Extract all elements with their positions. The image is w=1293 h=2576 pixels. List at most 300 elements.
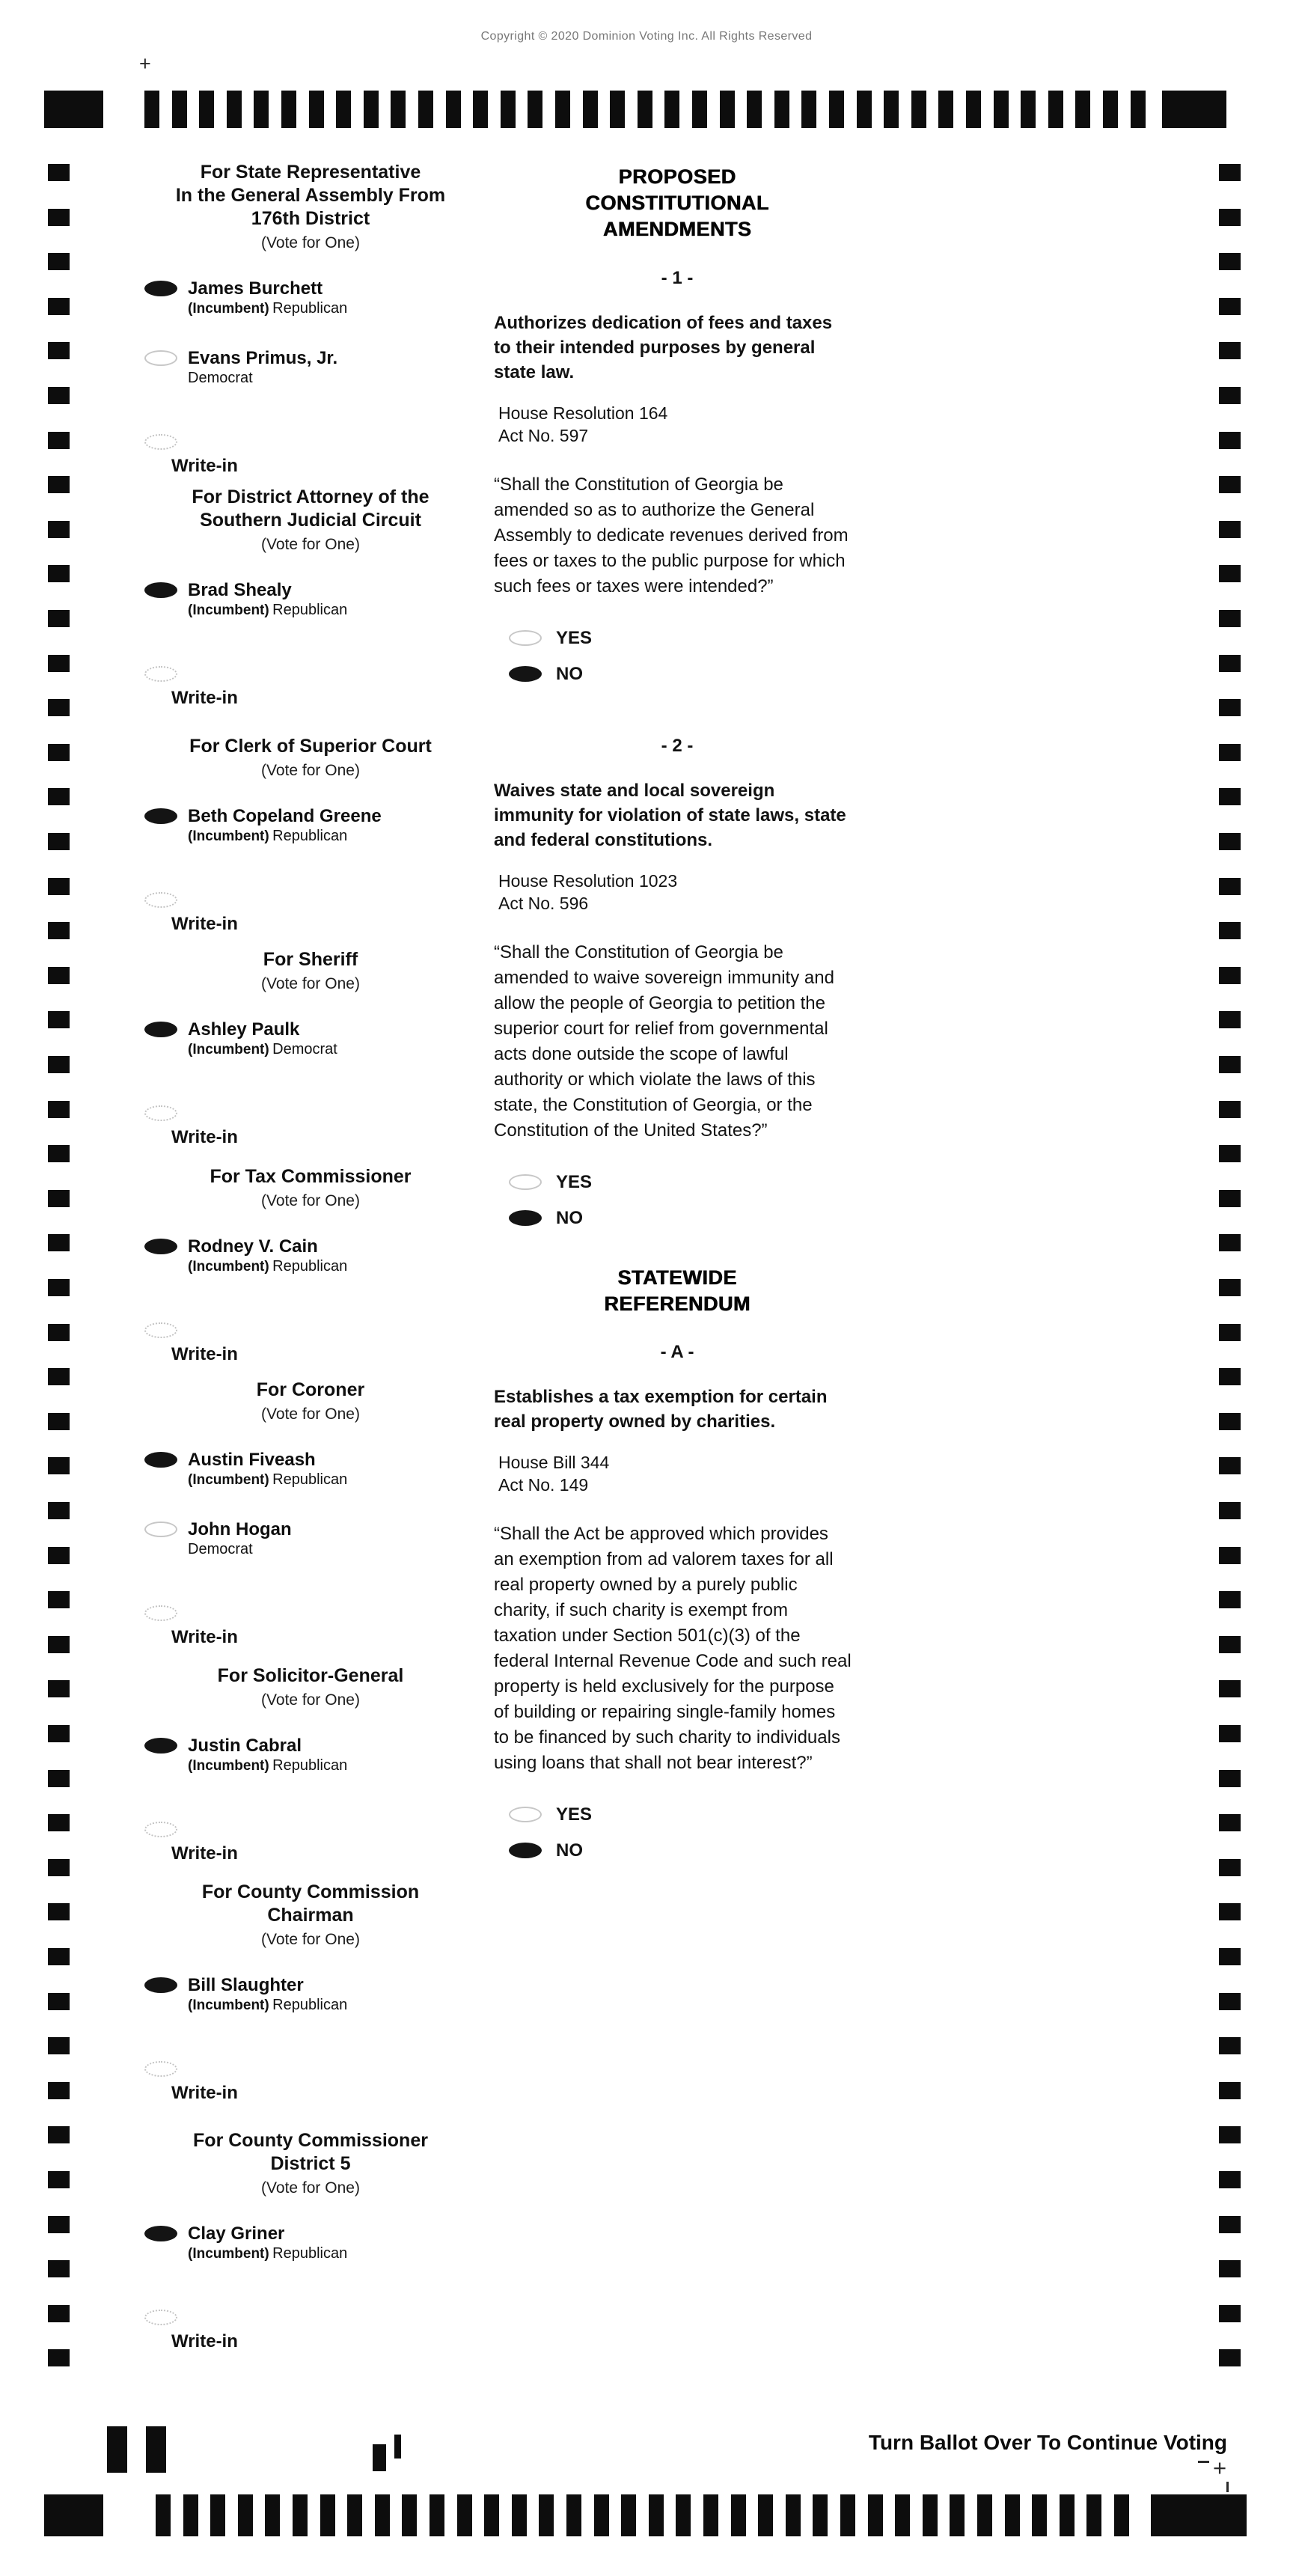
candidate-bubble[interactable] [144, 1022, 177, 1037]
timing-mark [1219, 1680, 1241, 1697]
incumbent-label: (Incumbent) [188, 1042, 269, 1057]
candidate-row [142, 278, 479, 318]
candidate-mark-row [142, 806, 479, 826]
option-label: YES [556, 1171, 593, 1192]
option-row [509, 1172, 861, 1192]
timing-mark [457, 2494, 472, 2536]
candidate-bubble[interactable] [144, 1522, 177, 1537]
timing-mark [48, 788, 70, 805]
timing-mark [1219, 1324, 1241, 1341]
ballot-measure [494, 733, 861, 1244]
timing-mark [1219, 1190, 1241, 1207]
measure-question: “Shall the Constitution of Georgia be amended to waive sovereign immunity and allow the people of Georgia to petition the superior court for relief from governmental acts done outside the scope of lawful authority or which violate the laws of this state, the Constitution of Georgia, or the Constitution of the United States?” [494, 942, 834, 1141]
timing-mark [48, 2305, 70, 2322]
timing-mark [48, 744, 70, 761]
candidate-name: Justin Cabral [188, 1736, 302, 1756]
timing-mark [44, 2494, 103, 2536]
timing-mark [1219, 744, 1241, 761]
contest [142, 1165, 479, 1364]
timing-mark [48, 1145, 70, 1162]
timing-mark [994, 91, 1009, 128]
timing-mark [1086, 2494, 1101, 2536]
write-in-bubble[interactable] [144, 2310, 177, 2325]
vote-for-instruction: (Vote for One) [261, 762, 360, 779]
candidate-row [142, 1019, 479, 1059]
contest [142, 161, 479, 476]
timing-mark [1162, 91, 1226, 128]
party-label: Democrat [272, 1041, 337, 1057]
vote-for-instruction: (Vote for One) [261, 1192, 360, 1209]
timing-mark [1151, 2494, 1247, 2536]
timing-mark [1219, 342, 1241, 359]
candidate-row [142, 348, 479, 388]
timing-mark [1219, 1993, 1241, 2010]
candidate-bubble[interactable] [144, 281, 177, 296]
candidate-mark-row [142, 1236, 479, 1257]
timing-mark [48, 432, 70, 449]
timing-mark [48, 164, 70, 181]
measure-question: “Shall the Act be approved which provides an exemption from ad valorem taxes for all real property owned by a purely public charity, if such charity is exempt from taxation under Section 501(c)(3) of the federal Internal Revenue Code and such real property is held exclusively for the purpose of building or repairing single-family homes to be financed by such charity to individuals using loans that shall not bear interest?” [494, 1524, 852, 1773]
candidate-detail [142, 1041, 479, 1059]
timing-mark [210, 2494, 225, 2536]
write-in-label: Write-in [171, 1127, 238, 1147]
candidate-bubble[interactable] [144, 1738, 177, 1754]
contest-title: For County Commission Chairman [201, 1881, 420, 1926]
timing-mark [1219, 2037, 1241, 2054]
candidate-mark-row [142, 1519, 479, 1539]
timing-mark [1219, 432, 1241, 449]
party-label: Democrat [188, 370, 253, 386]
contest-title: For Clerk of Superior Court [189, 736, 432, 757]
option-label: YES [556, 1804, 593, 1825]
timing-mark [829, 91, 844, 128]
vote-for-instruction: (Vote for One) [261, 1931, 360, 1948]
timing-mark [583, 91, 598, 128]
timing-mark [1219, 1948, 1241, 1965]
timing-mark [48, 298, 70, 315]
candidate-detail [142, 1541, 479, 1559]
write-in-row [142, 2061, 479, 2103]
timing-mark [703, 2494, 718, 2536]
timing-mark [801, 91, 816, 128]
timing-mark [48, 1547, 70, 1564]
candidate-detail [142, 602, 479, 620]
timing-mark [484, 2494, 499, 2536]
candidate-list [142, 1019, 479, 1059]
write-in-row [142, 1322, 479, 1364]
timing-mark [1219, 833, 1241, 850]
contest-title: For Sheriff [263, 949, 358, 970]
write-in-label: Write-in [171, 1843, 238, 1864]
timing-mark [1219, 922, 1241, 939]
timing-mark [199, 91, 214, 128]
candidate-detail [142, 300, 479, 318]
timing-mark [566, 2494, 581, 2536]
measure-options [494, 1172, 861, 1228]
timing-mark [1219, 1368, 1241, 1385]
write-in-bubble[interactable] [144, 1322, 177, 1338]
timing-mark [1219, 1457, 1241, 1474]
timing-mark [1219, 1101, 1241, 1118]
timing-mark [1219, 655, 1241, 672]
timing-mark [1005, 2494, 1020, 2536]
option-label: NO [556, 663, 583, 684]
calibration-mark [394, 2435, 401, 2459]
party-label: Republican [272, 1997, 348, 2013]
ballot-measure [494, 266, 861, 700]
party-label: Republican [272, 828, 348, 844]
measure-summary: Establishes a tax exemption for certain real property owned by charities. [494, 1387, 828, 1432]
incumbent-label: (Incumbent) [188, 828, 269, 844]
measure-summary: Waives state and local sovereign immunity for violation of state laws, state and federal constitutions. [494, 781, 846, 850]
timing-mark [48, 342, 70, 359]
measure-references: House Bill 344 Act No. 149 [498, 1453, 610, 1495]
timing-mark [48, 610, 70, 627]
vote-for-instruction: (Vote for One) [261, 1691, 360, 1709]
timing-mark [676, 2494, 691, 2536]
party-label: Democrat [188, 1541, 253, 1557]
write-in-row [142, 666, 479, 708]
timing-mark [1219, 2305, 1241, 2322]
option-bubble[interactable] [509, 666, 542, 682]
candidate-detail [142, 1997, 479, 2015]
candidate-name: Evans Primus, Jr. [188, 348, 338, 368]
timing-mark [1219, 1903, 1241, 1920]
ballot-measure [494, 1340, 861, 1876]
timing-mark [48, 1234, 70, 1251]
write-in-label: Write-in [171, 1627, 238, 1647]
timing-mark [1219, 878, 1241, 895]
timing-mark [1219, 1859, 1241, 1876]
timing-mark [1219, 1814, 1241, 1831]
candidate-mark-row [142, 580, 479, 600]
timing-mark [183, 2494, 198, 2536]
vote-for-instruction: (Vote for One) [261, 975, 360, 992]
timing-mark [1219, 298, 1241, 315]
candidate-list [142, 580, 479, 620]
measure-number: - 2 - [661, 736, 694, 756]
timing-mark [48, 1502, 70, 1519]
timing-mark [731, 2494, 746, 2536]
timing-mark [1219, 610, 1241, 627]
timing-mark [375, 2494, 390, 2536]
timing-mark [1114, 2494, 1129, 2536]
candidate-row [142, 1736, 479, 1775]
candidate-name: James Burchett [188, 278, 323, 299]
timing-mark [966, 91, 981, 128]
vote-for-instruction: (Vote for One) [261, 2179, 360, 2197]
candidate-list [142, 1450, 479, 1559]
measure-number: - 1 - [661, 268, 694, 288]
timing-mark [1060, 2494, 1075, 2536]
timing-mark [48, 253, 70, 270]
timing-mark [1048, 91, 1063, 128]
timing-mark [1021, 91, 1036, 128]
candidate-mark-row [142, 2224, 479, 2244]
contest [142, 1881, 479, 2103]
timing-mark [977, 2494, 992, 2536]
timing-mark [1219, 476, 1241, 493]
candidate-list [142, 1736, 479, 1775]
write-in-bubble[interactable] [144, 892, 177, 908]
write-in-label: Write-in [171, 2083, 238, 2103]
timing-mark [594, 2494, 609, 2536]
timing-mark [774, 91, 789, 128]
incumbent-label: (Incumbent) [188, 1259, 269, 1275]
timing-mark [649, 2494, 664, 2536]
timing-mark [610, 91, 625, 128]
timing-mark [48, 2126, 70, 2143]
timing-mark [156, 2494, 171, 2536]
timing-mark [48, 1056, 70, 1073]
option-bubble[interactable] [509, 1174, 542, 1190]
candidate-bubble[interactable] [144, 1977, 177, 1993]
timing-mark [48, 565, 70, 582]
timing-mark [528, 91, 542, 128]
candidate-bubble[interactable] [144, 2226, 177, 2241]
timing-mark [1219, 788, 1241, 805]
write-in-bubble[interactable] [144, 1105, 177, 1121]
timing-mark [320, 2494, 335, 2536]
option-row [509, 1840, 861, 1861]
write-in-bubble[interactable] [144, 2061, 177, 2077]
timing-mark [336, 91, 351, 128]
timing-mark [364, 91, 379, 128]
contest-title: For County Commissioner District 5 [193, 2130, 428, 2174]
option-bubble[interactable] [509, 1843, 542, 1858]
timing-mark [48, 209, 70, 226]
write-in-row [142, 2310, 479, 2351]
timing-mark [638, 91, 652, 128]
timing-mark [48, 1680, 70, 1697]
timing-mark [347, 2494, 362, 2536]
candidate-mark-row [142, 1019, 479, 1040]
timing-column-right [1219, 0, 1241, 2576]
candidate-row [142, 1236, 479, 1276]
candidate-bubble[interactable] [144, 582, 177, 598]
timing-mark [539, 2494, 554, 2536]
candidate-row [142, 1450, 479, 1489]
write-in-label: Write-in [171, 456, 238, 476]
timing-mark [48, 1859, 70, 1876]
timing-mark [1219, 1591, 1241, 1608]
write-in-bubble[interactable] [144, 1822, 177, 1837]
option-label: YES [556, 627, 593, 648]
write-in-row [142, 1822, 479, 1864]
timing-mark [692, 91, 707, 128]
incumbent-label: (Incumbent) [188, 602, 269, 618]
timing-mark [1075, 91, 1090, 128]
option-row [509, 664, 861, 684]
option-label: NO [556, 1840, 583, 1861]
timing-mark [938, 91, 953, 128]
registration-dash-icon [1226, 2482, 1229, 2492]
candidate-detail [142, 828, 479, 846]
timing-mark [48, 1636, 70, 1653]
timing-mark [758, 2494, 773, 2536]
timing-mark [1219, 164, 1241, 181]
candidate-row [142, 1975, 479, 2015]
timing-mark [48, 1324, 70, 1341]
option-bubble[interactable] [509, 1807, 542, 1822]
candidate-mark-row [142, 348, 479, 368]
timing-mark [1219, 1279, 1241, 1296]
registration-dash-icon [1198, 2461, 1209, 2463]
timing-mark [430, 2494, 444, 2536]
timing-mark [48, 922, 70, 939]
contest-title: For Tax Commissioner [210, 1166, 412, 1187]
measure-options [494, 1804, 861, 1861]
candidate-bubble[interactable] [144, 350, 177, 366]
timing-mark [1219, 2082, 1241, 2099]
candidate-bubble[interactable] [144, 1452, 177, 1468]
candidate-bubble[interactable] [144, 808, 177, 824]
timing-mark [48, 1279, 70, 1296]
timing-mark [1219, 521, 1241, 538]
timing-mark [265, 2494, 280, 2536]
timing-mark [720, 91, 735, 128]
candidate-name: Austin Fiveash [188, 1450, 316, 1470]
incumbent-label: (Incumbent) [188, 301, 269, 317]
candidate-detail [142, 1471, 479, 1489]
candidate-row [142, 2224, 479, 2263]
timing-mark [923, 2494, 938, 2536]
write-in-label: Write-in [171, 914, 238, 934]
timing-mark [446, 91, 461, 128]
timing-mark [664, 91, 679, 128]
contest [142, 948, 479, 1147]
contest-title: For Coroner [256, 1379, 365, 1400]
timing-mark [1219, 2126, 1241, 2143]
incumbent-label: (Incumbent) [188, 1472, 269, 1488]
candidate-row [142, 806, 479, 846]
timing-mark [1219, 2349, 1241, 2366]
party-label: Republican [272, 2245, 348, 2262]
timing-mark [48, 1101, 70, 1118]
measure-question: “Shall the Constitution of Georgia be amended so as to authorize the General Assembly to dedicate revenues derived from fees or taxes to the public purpose for which such fees or taxes were intended?” [494, 474, 849, 596]
timing-mark [172, 91, 187, 128]
contest [142, 2129, 479, 2351]
candidate-list [142, 2224, 479, 2263]
candidate-name: Brad Shealy [188, 580, 292, 600]
timing-mark [48, 1725, 70, 1742]
option-bubble[interactable] [509, 630, 542, 646]
timing-mark [1219, 2260, 1241, 2277]
section-header: PROPOSED CONSTITUTIONAL AMENDMENTS [585, 165, 769, 240]
write-in-row [142, 1105, 479, 1147]
candidate-name: Bill Slaughter [188, 1975, 304, 1995]
registration-plus-icon: + [1213, 2455, 1227, 2481]
timing-mark [254, 91, 269, 128]
timing-mark [621, 2494, 636, 2536]
candidate-detail [142, 370, 479, 388]
candidate-list [142, 806, 479, 846]
write-in-bubble[interactable] [144, 434, 177, 450]
timing-mark [48, 387, 70, 404]
write-in-label: Write-in [171, 1344, 238, 1364]
timing-mark [512, 2494, 527, 2536]
timing-mark [402, 2494, 417, 2536]
timing-mark [48, 1814, 70, 1831]
timing-mark [1032, 2494, 1047, 2536]
party-label: Republican [272, 602, 348, 618]
timing-band-top [0, 91, 1293, 128]
candidate-bubble[interactable] [144, 1239, 177, 1254]
timing-mark [1219, 1770, 1241, 1787]
option-bubble[interactable] [509, 1210, 542, 1226]
timing-mark [391, 91, 406, 128]
contest [142, 486, 479, 708]
write-in-label: Write-in [171, 2331, 238, 2351]
timing-mark [48, 476, 70, 493]
incumbent-label: (Incumbent) [188, 2246, 269, 2262]
timing-mark [1219, 1636, 1241, 1653]
timing-mark [48, 1413, 70, 1430]
timing-mark [1219, 1413, 1241, 1430]
section-header: STATEWIDE REFERENDUM [604, 1266, 751, 1315]
timing-mark [48, 2171, 70, 2188]
option-row [509, 1804, 861, 1825]
timing-mark [1219, 1234, 1241, 1251]
party-label: Republican [272, 300, 348, 317]
party-label: Republican [272, 1757, 348, 1774]
timing-mark [868, 2494, 883, 2536]
timing-mark [293, 2494, 308, 2536]
candidate-name: Ashley Paulk [188, 1019, 300, 1040]
timing-mark [48, 2037, 70, 2054]
candidate-detail [142, 2245, 479, 2263]
candidate-list [142, 1236, 479, 1276]
turn-ballot-note: Turn Ballot Over To Continue Voting [868, 2431, 1227, 2454]
candidate-name: Clay Griner [188, 2224, 285, 2244]
write-in-bubble[interactable] [144, 1605, 177, 1621]
timing-mark [1131, 91, 1146, 128]
contest [142, 1664, 479, 1864]
candidate-list [142, 1975, 479, 2015]
timing-mark [48, 655, 70, 672]
contest [142, 735, 479, 934]
timing-mark [48, 2260, 70, 2277]
timing-mark [501, 91, 516, 128]
timing-mark [1219, 2216, 1241, 2233]
candidate-mark-row [142, 1736, 479, 1756]
timing-mark [1103, 91, 1118, 128]
timing-mark [813, 2494, 828, 2536]
timing-mark [144, 91, 159, 128]
contest-title: For District Attorney of the Southern Judicial Circuit [192, 486, 430, 531]
timing-mark [884, 91, 899, 128]
incumbent-label: (Incumbent) [188, 1997, 269, 2013]
timing-mark [48, 1591, 70, 1608]
timing-mark [48, 2349, 70, 2366]
candidate-row [142, 580, 479, 620]
timing-mark [48, 1993, 70, 2010]
timing-mark [281, 91, 296, 128]
calibration-mark [146, 2426, 166, 2473]
timing-mark [48, 1948, 70, 1965]
timing-mark [1219, 1011, 1241, 1028]
timing-mark [48, 2082, 70, 2099]
timing-mark [747, 91, 762, 128]
timing-mark [857, 91, 872, 128]
registration-plus-icon: + [139, 52, 151, 75]
timing-mark [1219, 1145, 1241, 1162]
vote-for-instruction: (Vote for One) [261, 1405, 360, 1423]
write-in-bubble[interactable] [144, 666, 177, 682]
candidate-mark-row [142, 1975, 479, 1995]
option-label: NO [556, 1207, 583, 1228]
party-label: Republican [272, 1258, 348, 1275]
